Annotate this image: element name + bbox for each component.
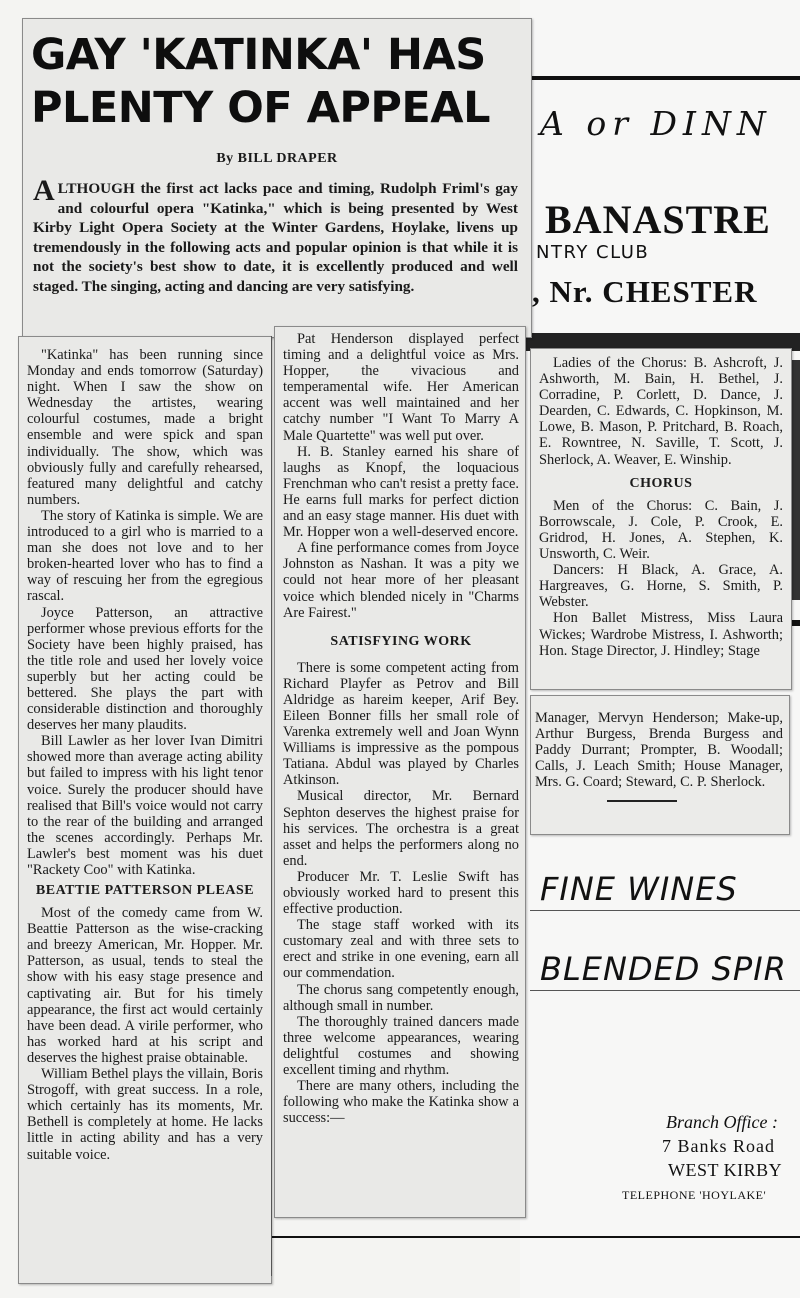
programme-rule-bottom (270, 1236, 800, 1238)
clipping-column-middle (274, 326, 526, 1218)
branch-office-telephone: TELEPHONE 'HOYLAKE' (622, 1188, 767, 1202)
programme-rule-wines (530, 910, 800, 911)
column-rule (271, 336, 272, 1276)
byline: By BILL DRAPER (216, 151, 338, 166)
clipping-cast-list-continued (530, 695, 790, 835)
programme-rule-spirits (530, 990, 800, 991)
clipping-cast-list (530, 348, 792, 690)
programme-fine-wines: FINE WINES (540, 870, 738, 908)
programme-dinner: A or DINN (540, 104, 772, 143)
article-column-2 (283, 331, 519, 1126)
paragraph: Dancers: H Black, A. Grace, A. Hargreaves, G. Horne, S. Smith, P. Webster. (539, 562, 783, 611)
drop-cap: A (33, 174, 55, 207)
programme-rule-top (520, 76, 800, 80)
clipping-column-left (18, 336, 272, 1284)
paragraph: The chorus sang competently enough, although small in number. (283, 981, 519, 1014)
paragraph: There are many others, including the following who make the Katinka show a success:— (283, 1078, 519, 1127)
paragraph: H. B. Stanley earned his share of laughs as Knopf, the loquacious Frenchman who can't resist a pretty face. He earns full marks for perfect diction and an easy stage manner. His duet with Mr. Hopper won a well-deserved encore. (283, 443, 519, 541)
lead-paragraph (33, 174, 518, 296)
subheading: BEATTIE PATTERSON PLEASE (35, 883, 255, 899)
paragraph: Ladies of the Chorus: B. Ashcroft, J. Ashworth, M. Bain, H. Bethel, J. Corradine, P. Corlett, D. Dance, J. Dearden, C. Edwards, C. Hopkinson, M. Lowe, B. Mason, P. Pritchard, B. Roach, E. Rowntree, N. Saville, T. Scott, J. Sherlock, A. Weaver, E. Winship. (539, 355, 783, 468)
article-column-3-continued (535, 710, 783, 802)
programme-blended-spirits: BLENDED SPIR (540, 950, 787, 988)
paragraph: "Katinka" has been running since Monday and ends tomorrow (Saturday) night. When I saw the show on Wednesday the artistes, wearing colourful costumes, made a bright ensemble and were spick and span individually. The show, which was obviously fully and carefully rehearsed, featured many delightful and catchy numbers. (27, 347, 263, 508)
paragraph: There is some competent acting from Richard Playfer as Petrov and Bill Aldridge as hareim keeper, Arif Bey. Eileen Bonner fills her small role of Varenka extremely well and Joan Wynn Williams is impressive as the pompous Tatiana. Abdul was played by Charles Atkinson. (283, 659, 519, 789)
paragraph: Bill Lawler as her lover Ivan Dimitri showed more than average acting ability but failed to impress with his light tenor voice. Surely the producer should have realised that Bill's voice would not carry to the rear of the building and arranged the scenes accordingly. Perhaps Mr. Lawler's best moment was his duet "Rackety Coo" with Katinka. (27, 733, 263, 878)
paragraph: Most of the comedy came from W. Beattie Patterson as the wise-cracking and breezy American, Mr. Hopper. Mr. Patterson, as usual, tends to steal the show with his easy stage presence and captivating air. But for his timely appearance, the first act would certainly have been dead. A virile performer, who has worked hard at his script and deserves the highest praise obtainable. (27, 905, 263, 1066)
paragraph: William Bethel plays the villain, Boris Strogoff, with great success. In a role, which certainly has its moments, Mr. Bethell is completely at home. He lacks little in acting ability and has a very suitable voice. (27, 1066, 263, 1163)
headline: GAY 'KATINKA' HAS PLENTY OF APPEAL (31, 30, 490, 133)
paragraph: Joyce Patterson, an attractive performer whose previous efforts for the Society have been highly praised, has the title role and used her lovely voice superbly but her acting could be bettered. She plays the part with considerable distinction and thoroughly deserves her many plaudits. (27, 604, 263, 734)
subheading: CHORUS (629, 475, 693, 491)
article-column-3 (539, 355, 783, 659)
article-column-1 (27, 347, 263, 1163)
lead-text: LTHOUGH the first act lacks pace and timing, Rudolph Friml's gay and colourful opera "Katinka," which is being presented by West Kirby Light Opera Society at the Winter Gardens, Hoylake, livens up tremendously in the following acts and popular opinion is that while it is not the society's best show to date, it is excellently produced and well staged. The singing, acting and dancing are very satisfying. (33, 180, 518, 295)
paragraph: Hon Ballet Mistress, Miss Laura Wickes; Wardrobe Mistress, I. Ashworth; Hon. Stage Director, J. Hindley; Stage (539, 610, 783, 659)
branch-office-label: Branch Office : (666, 1112, 778, 1132)
paragraph: The story of Katinka is simple. We are introduced to a girl who is married to a man she does not love and to her broken-hearted lover who has to find a way of rescuing her from the egregious rascal. (27, 507, 263, 605)
programme-country-club: NTRY CLUB (536, 242, 650, 263)
branch-office-town: WEST KIRBY (668, 1160, 783, 1180)
paragraph: The stage staff worked with its customary zeal and with three sets to erect and strike in one evening, earn all our commendation. (283, 917, 519, 982)
paragraph: Manager, Mervyn Henderson; Make-up, Arthur Burgess, Brenda Burgess and Paddy Durrant; Prompter, B. Woodall; Calls, J. Leach Smith; House Manager, Mrs. G. Coard; Steward, C. P. Sherlock. (535, 710, 783, 791)
paragraph: The thoroughly trained dancers made three welcome appearances, wearing delightful costumes and showing excellent timing and rhythm. (283, 1013, 519, 1079)
paragraph: Men of the Chorus: C. Bain, J. Borrowscale, J. Cole, P. Crook, E. Gridrod, H. Jones, A. Stephen, K. Unsworth, C. Weir. (539, 497, 783, 563)
branch-office-address: 7 Banks Road (662, 1136, 775, 1156)
clipping-header (22, 18, 532, 338)
end-rule (607, 800, 677, 802)
paragraph: Pat Henderson displayed perfect timing and a delightful voice as Mrs. Hopper, the vivacious and temperamental wife. Her American accent was well maintained and her catchy number "I Want To Marry A Male Quartette" was well put over. (283, 331, 519, 444)
subheading: SATISFYING WORK (330, 633, 472, 649)
paragraph: Musical director, Mr. Bernard Sephton deserves the highest praise for his services. The orchestra is a great asset and helps the performers along no end. (283, 788, 519, 869)
programme-banastre: BANASTRE (545, 197, 771, 242)
paragraph: A fine performance comes from Joyce Johnston as Nashan. It was a pity we could not hear more of her pleasant voice which blended nicely in "Charms Are Fairest." (283, 540, 519, 621)
programme-chester: , Nr. CHESTER (532, 274, 758, 309)
paragraph: Producer Mr. T. Leslie Swift has obviously worked hard to present this effective production. (283, 868, 519, 918)
